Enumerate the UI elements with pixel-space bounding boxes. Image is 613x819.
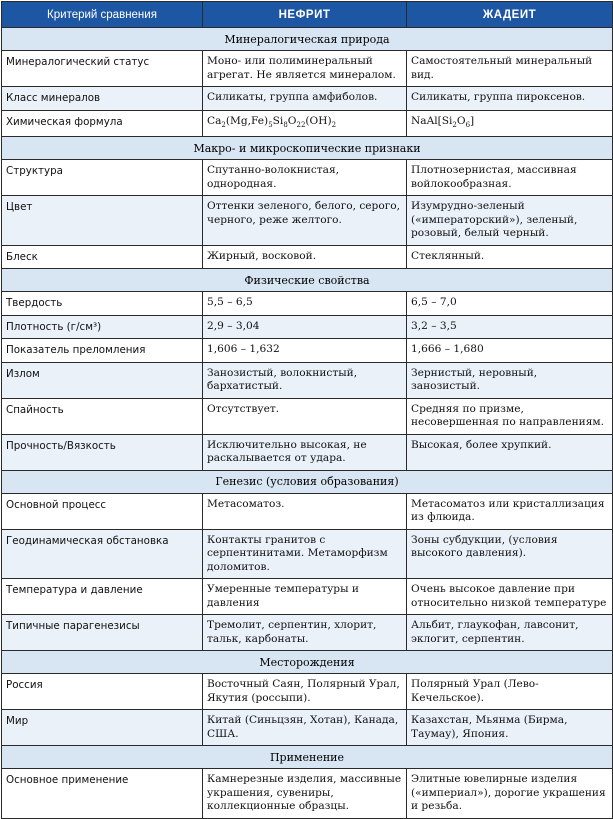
nephrite-cell: 1,606 – 1,632	[203, 339, 407, 363]
nephrite-cell: Метасоматоз.	[203, 493, 407, 529]
criterion-cell: Твердость	[2, 292, 203, 316]
jadeite-cell: Элитные ювелирные изделия («империал»), дорогие украшения и резьба.	[407, 769, 613, 819]
header-nephrite: НЕФРИТ	[203, 2, 407, 28]
nephrite-cell: Тремолит, серпентин, хлорит, тальк, карбонаты.	[203, 615, 407, 651]
table-row	[2, 315, 613, 339]
section-title: Генезис (условия образования)	[2, 470, 613, 493]
table-row	[2, 339, 613, 363]
criterion-cell: Основное применение	[2, 769, 203, 819]
jadeite-cell: 6,5 – 7,0	[407, 292, 613, 316]
nephrite-cell: Камнерезные изделия, массивные украшения, сувениры, коллекционные образцы.	[203, 769, 407, 819]
nephrite-cell: 5,5 – 6,5	[203, 292, 407, 316]
section-header-row	[2, 470, 613, 493]
jadeite-cell: Средняя по призме, несовершенная по направлениям.	[407, 398, 613, 434]
jadeite-cell: Альбит, глаукофан, лавсонит, эклогит, серпентин.	[407, 615, 613, 651]
jadeite-cell: Изумрудно-зеленый («императорский»), зеленый, розовый, белый черный.	[407, 196, 613, 246]
criterion-cell: Класс минералов	[2, 87, 203, 111]
nephrite-cell: Моно- или полиминеральный агрегат. Не является минералом.	[203, 51, 407, 87]
criterion-cell: Цвет	[2, 196, 203, 246]
table-body	[2, 28, 613, 819]
section-title: Физические свойства	[2, 269, 613, 292]
nephrite-cell: Оттенки зеленого, белого, серого, черного, реже желтого.	[203, 196, 407, 246]
section-header-row	[2, 746, 613, 769]
criterion-cell: Основной процесс	[2, 493, 203, 529]
table-header-row	[2, 2, 613, 28]
jadeite-cell: Стеклянный.	[407, 245, 613, 269]
criterion-cell: Блеск	[2, 245, 203, 269]
header-criterion: Критерий сравнения	[2, 2, 203, 28]
jadeite-cell: Зернистый, неровный, занозистый.	[407, 362, 613, 398]
section-header-row	[2, 651, 613, 674]
table-row	[2, 110, 613, 137]
comparison-table	[1, 1, 613, 819]
criterion-cell: Температура и давление	[2, 579, 203, 615]
nephrite-cell: Спутанно-волокнистая, однородная.	[203, 160, 407, 196]
jadeite-cell: Силикаты, группа пироксенов.	[407, 87, 613, 111]
table-row	[2, 362, 613, 398]
nephrite-cell: Исключительно высокая, не раскалывается от удара.	[203, 434, 407, 470]
criterion-cell: Россия	[2, 674, 203, 710]
criterion-cell: Геодинамическая обстановка	[2, 529, 203, 579]
nephrite-cell: Жирный, восковой.	[203, 245, 407, 269]
jadeite-cell: Высокая, более хрупкий.	[407, 434, 613, 470]
table-row	[2, 710, 613, 746]
table-row	[2, 245, 613, 269]
criterion-cell: Показатель преломления	[2, 339, 203, 363]
jadeite-cell: 1,666 – 1,680	[407, 339, 613, 363]
criterion-cell: Спайность	[2, 398, 203, 434]
table-row	[2, 579, 613, 615]
nephrite-cell: $Ca_2(Mg,Fe)_5Si_8O_{22}(OH)_2$	[203, 110, 407, 137]
table-row	[2, 434, 613, 470]
nephrite-cell: Занозистый, волокнистый, бархатистый.	[203, 362, 407, 398]
jadeite-cell: Плотнозернистая, массивная войлокообразная.	[407, 160, 613, 196]
jadeite-cell: $NaAl[Si_2O_6]$	[407, 110, 613, 137]
table-row	[2, 493, 613, 529]
section-header-row	[2, 28, 613, 51]
criterion-cell: Прочность/Вязкость	[2, 434, 203, 470]
jadeite-cell: Казахстан, Мьянма (Бирма, Таумау), Япония.	[407, 710, 613, 746]
section-title: Месторождения	[2, 651, 613, 674]
table-row	[2, 51, 613, 87]
table-row	[2, 87, 613, 111]
header-jadeite: ЖАДЕИТ	[407, 2, 613, 28]
section-title: Применение	[2, 746, 613, 769]
nephrite-cell: Умеренные температуры и давления	[203, 579, 407, 615]
nephrite-cell: Силикаты, группа амфиболов.	[203, 87, 407, 111]
section-header-row	[2, 269, 613, 292]
criterion-cell: Мир	[2, 710, 203, 746]
table-row	[2, 769, 613, 819]
criterion-cell: Структура	[2, 160, 203, 196]
jadeite-cell: Самостоятельный минеральный вид.	[407, 51, 613, 87]
nephrite-cell: Отсутствует.	[203, 398, 407, 434]
section-header-row	[2, 137, 613, 160]
table-row	[2, 615, 613, 651]
table-row	[2, 196, 613, 246]
jadeite-cell: 3,2 – 3,5	[407, 315, 613, 339]
table-row	[2, 292, 613, 316]
nephrite-cell: 2,9 – 3,04	[203, 315, 407, 339]
section-title: Минералогическая природа	[2, 28, 613, 51]
table-row	[2, 529, 613, 579]
table-row	[2, 398, 613, 434]
table-row	[2, 160, 613, 196]
nephrite-cell: Контакты гранитов с серпентинитами. Метаморфизм доломитов.	[203, 529, 407, 579]
criterion-cell: Типичные парагенезисы	[2, 615, 203, 651]
jadeite-cell: Зоны субдукции, (условия высокого давления).	[407, 529, 613, 579]
jadeite-cell: Очень высокое давление при относительно низкой температуре	[407, 579, 613, 615]
nephrite-cell: Китай (Синьцзян, Хотан), Канада, США.	[203, 710, 407, 746]
nephrite-cell: Восточный Саян, Полярный Урал, Якутия (россыпи).	[203, 674, 407, 710]
section-title: Макро- и микроскопические признаки	[2, 137, 613, 160]
table-row	[2, 674, 613, 710]
jadeite-cell: Полярный Урал (Лево-Кечельское).	[407, 674, 613, 710]
criterion-cell: Излом	[2, 362, 203, 398]
jadeite-cell: Метасоматоз или кристаллизация из флюида.	[407, 493, 613, 529]
criterion-cell: Химическая формула	[2, 110, 203, 137]
criterion-cell: Плотность (г/см³)	[2, 315, 203, 339]
criterion-cell: Минералогический статус	[2, 51, 203, 87]
